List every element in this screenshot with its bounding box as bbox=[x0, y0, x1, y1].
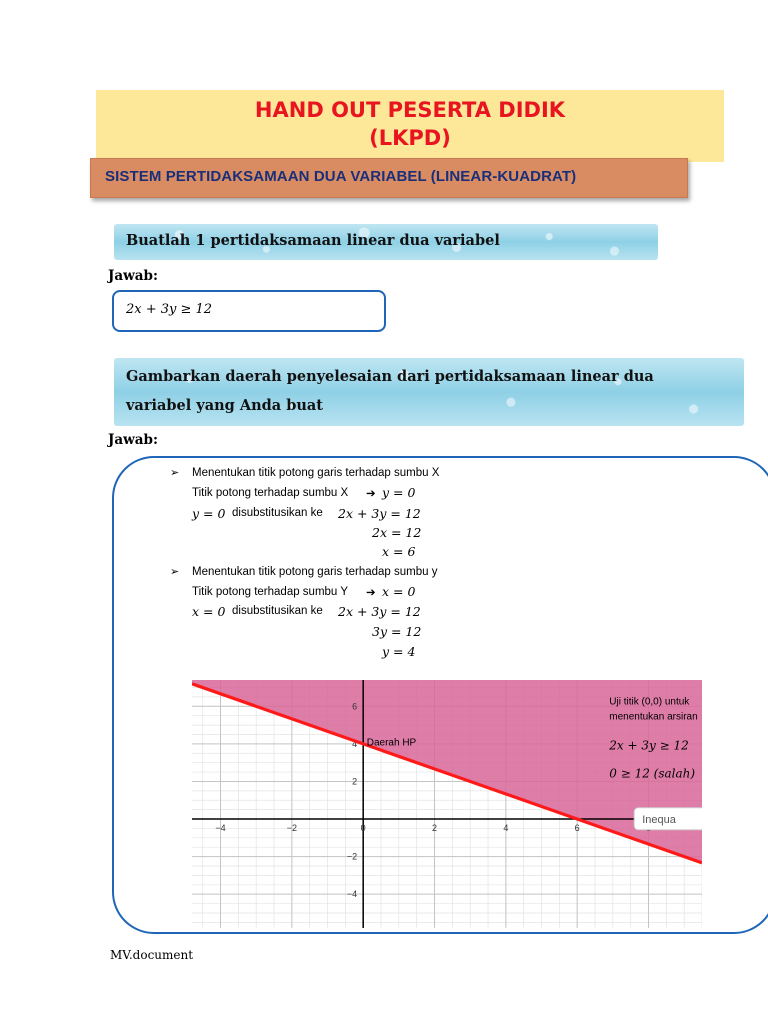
x-line2-math-b: 2x + 3y = 12 bbox=[338, 506, 421, 521]
task1-answer-box bbox=[112, 290, 386, 332]
x-line2-math-a: y = 0 bbox=[192, 506, 226, 521]
task2-prompt-line1: Gambarkan daerah penyelesaian dari pertidaksamaan linear dua bbox=[126, 368, 654, 385]
x-line2-text: disubstitusikan ke bbox=[232, 507, 323, 519]
footer: MV.document bbox=[110, 948, 194, 962]
y-line2-math-b: 2x + 3y = 12 bbox=[338, 604, 421, 619]
task2-prompt-line2: variabel yang Anda buat bbox=[126, 397, 323, 414]
y-line1-math: x = 0 bbox=[382, 584, 416, 599]
task1-answer: 2x + 3y ≥ 12 bbox=[126, 302, 213, 317]
x-tick-label: −4 bbox=[215, 823, 226, 834]
arrow-right-icon: ➔ bbox=[366, 587, 376, 599]
title-line-1: HAND OUT PESERTA DIDIK bbox=[254, 98, 566, 122]
subtitle: SISTEM PERTIDAKSAMAAN DUA VARIABEL (LINEAR-KUADRAT) bbox=[105, 168, 577, 185]
task1-prompt: Buatlah 1 pertidaksamaan linear dua variabel bbox=[126, 232, 500, 249]
x-tick-label: 0 bbox=[360, 823, 366, 834]
x-line3: 2x = 12 bbox=[372, 525, 422, 540]
x-tick-label: 2 bbox=[432, 823, 438, 834]
y-tick-label: −4 bbox=[346, 889, 358, 900]
task2-answer-label: Jawab: bbox=[108, 432, 158, 448]
y-tick-label: 6 bbox=[352, 701, 358, 712]
x-line4: x = 6 bbox=[382, 544, 416, 559]
inequality-graph bbox=[192, 680, 702, 928]
arrow-right-icon: ➔ bbox=[366, 488, 376, 500]
y-line3: 3y = 12 bbox=[372, 624, 422, 639]
x-line1-math: y = 0 bbox=[382, 485, 416, 500]
task1-prompt-box bbox=[114, 224, 658, 260]
y-tick-label: −2 bbox=[346, 851, 358, 862]
annotation-line2: menentukan arsiran bbox=[609, 711, 698, 723]
y-tick-label: 2 bbox=[352, 776, 358, 787]
badge-label: Inequa bbox=[642, 813, 676, 826]
task2-prompt-box bbox=[114, 358, 744, 426]
title-line-2: (LKPD) bbox=[369, 126, 451, 150]
annotation-line1: Uji titik (0,0) untuk bbox=[609, 696, 690, 708]
bullet-icon: ➢ bbox=[170, 467, 180, 479]
annotation-math2: 0 ≥ 12 (salah) bbox=[609, 766, 696, 781]
y-line2-math-a: x = 0 bbox=[192, 604, 226, 619]
task1-answer-label: Jawab: bbox=[108, 268, 158, 284]
y-line2-text: disubstitusikan ke bbox=[232, 605, 323, 617]
subtitle-bar bbox=[90, 158, 688, 198]
y-line4: y = 4 bbox=[382, 644, 416, 659]
region-label: Daerah HP bbox=[366, 737, 417, 749]
y-tick-label: 4 bbox=[352, 738, 358, 749]
solution-box bbox=[112, 456, 768, 934]
bullet-icon: ➢ bbox=[170, 566, 180, 578]
x-tick-label: 6 bbox=[574, 823, 580, 834]
y-heading: Menentukan titik potong garis terhadap sumbu y bbox=[192, 566, 438, 578]
x-tick-label: −2 bbox=[286, 823, 297, 834]
x-heading: Menentukan titik potong garis terhadap sumbu X bbox=[192, 467, 440, 479]
annotation-math1: 2x + 3y ≥ 12 bbox=[609, 738, 689, 753]
x-line1-text: Titik potong terhadap sumbu X bbox=[192, 487, 349, 499]
y-line1-text: Titik potong terhadap sumbu Y bbox=[192, 586, 348, 598]
x-tick-label: 4 bbox=[503, 823, 509, 834]
title-banner bbox=[96, 90, 724, 162]
